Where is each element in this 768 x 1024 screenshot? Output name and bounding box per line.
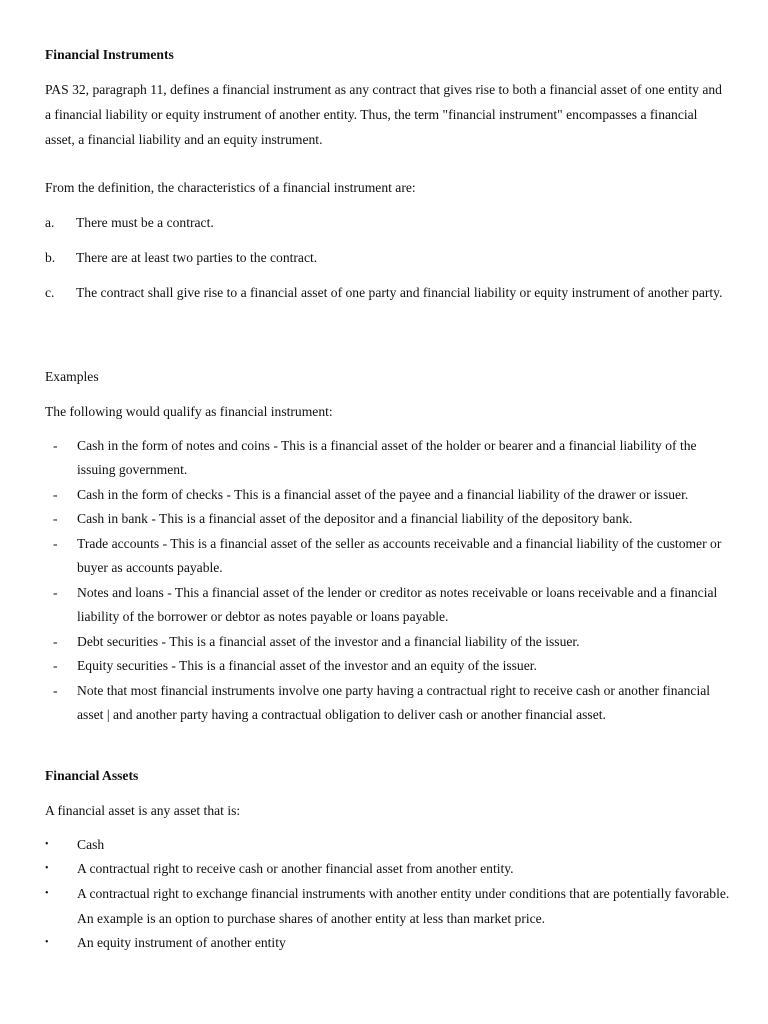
dash-marker: - bbox=[53, 438, 58, 453]
list-item-text: Equity securities - This is a financial asset of the investor and an equity of the issuer. bbox=[77, 658, 537, 673]
list-item-text: Notes and loans - This a financial asset of the lender or creditor as notes receivable or loans receivable and a financial liability of the borrower or debtor as notes payable or loans payable. bbox=[77, 585, 718, 624]
example-item bbox=[53, 434, 733, 482]
list-item-text: Note that most financial instruments involve one party having a contractual right to receive cash or another financial asset | and another party having a contractual obligation to deliver cash or another financial asset. bbox=[77, 683, 711, 722]
example-item bbox=[53, 483, 733, 507]
list-item-text: There must be a contract. bbox=[76, 215, 214, 230]
list-item-text: A contractual right to exchange financial instruments with another entity under conditions that are potentially favorable. An example is an option to purchase shares of another entity at less than market price. bbox=[77, 886, 730, 926]
list-item-text: Cash in the form of notes and coins - This is a financial asset of the holder or bearer and a financial liability of the issuing government. bbox=[77, 438, 697, 477]
dash-marker: - bbox=[53, 658, 58, 673]
list-item-text: Debt securities - This is a financial asset of the investor and a financial liability of the issuer. bbox=[77, 634, 580, 649]
bullet-marker: • bbox=[45, 937, 49, 948]
paragraph-characteristics-intro: From the definition, the characteristics of a financial instrument are: bbox=[45, 180, 416, 195]
list-item-text: There are at least two parties to the contract. bbox=[76, 250, 318, 265]
list-item-text: A contractual right to receive cash or another financial asset from another entity. bbox=[77, 861, 514, 876]
example-item bbox=[53, 581, 733, 629]
example-item bbox=[53, 654, 733, 678]
characteristic-item bbox=[45, 280, 735, 306]
characteristic-item bbox=[45, 210, 735, 236]
list-item-text: Cash bbox=[77, 837, 105, 852]
list-item-text: Cash in bank - This is a financial asset of the depositor and a financial liability of the depository bank. bbox=[77, 511, 633, 526]
example-item bbox=[53, 532, 733, 580]
list-item-text: An equity instrument of another entity bbox=[77, 935, 286, 950]
dash-marker: - bbox=[53, 683, 58, 698]
example-item bbox=[53, 630, 733, 654]
heading-examples: Examples bbox=[45, 369, 99, 384]
asset-item bbox=[45, 882, 735, 931]
dash-marker: - bbox=[53, 511, 58, 526]
dash-marker: - bbox=[53, 487, 58, 502]
examples-intro: The following would qualify as financial instrument: bbox=[45, 404, 333, 419]
dash-marker: - bbox=[53, 536, 58, 551]
bullet-marker: • bbox=[45, 863, 49, 874]
bullet-marker: • bbox=[45, 888, 49, 899]
asset-item bbox=[45, 857, 735, 882]
paragraph-definition: PAS 32, paragraph 11, defines a financial instrument as any contract that gives rise to both a financial asset of one entity and a financial liability or equity instrument of another entity. Thus, the term "financial instrument" encompasses a financial asset, a financial liability and an equity instrument. bbox=[45, 82, 722, 147]
list-marker: c. bbox=[45, 285, 55, 300]
list-item-text: Trade accounts - This is a financial asset of the seller as accounts receivable and a financial liability of the customer or buyer as accounts payable. bbox=[77, 536, 722, 575]
list-item-text bbox=[45, 280, 735, 306]
example-item bbox=[53, 507, 733, 531]
heading-financial-assets: Financial Assets bbox=[45, 768, 139, 783]
dash-marker: - bbox=[53, 585, 58, 600]
bullet-marker: • bbox=[45, 839, 49, 850]
asset-item bbox=[45, 931, 735, 956]
heading-financial-instruments: Financial Instruments bbox=[45, 47, 174, 62]
list-marker: a. bbox=[45, 215, 55, 230]
list-item-body: The contract shall give rise to a financial asset of one party and financial liability or equity instrument of another party. bbox=[76, 285, 723, 300]
assets-intro: A financial asset is any asset that is: bbox=[45, 803, 241, 818]
list-marker: b. bbox=[45, 250, 56, 265]
characteristic-item bbox=[45, 245, 735, 271]
example-item bbox=[53, 679, 733, 727]
dash-marker: - bbox=[53, 634, 58, 649]
list-item-text: Cash in the form of checks - This is a financial asset of the payee and a financial liability of the drawer or issuer. bbox=[77, 487, 689, 502]
asset-item bbox=[45, 833, 735, 858]
